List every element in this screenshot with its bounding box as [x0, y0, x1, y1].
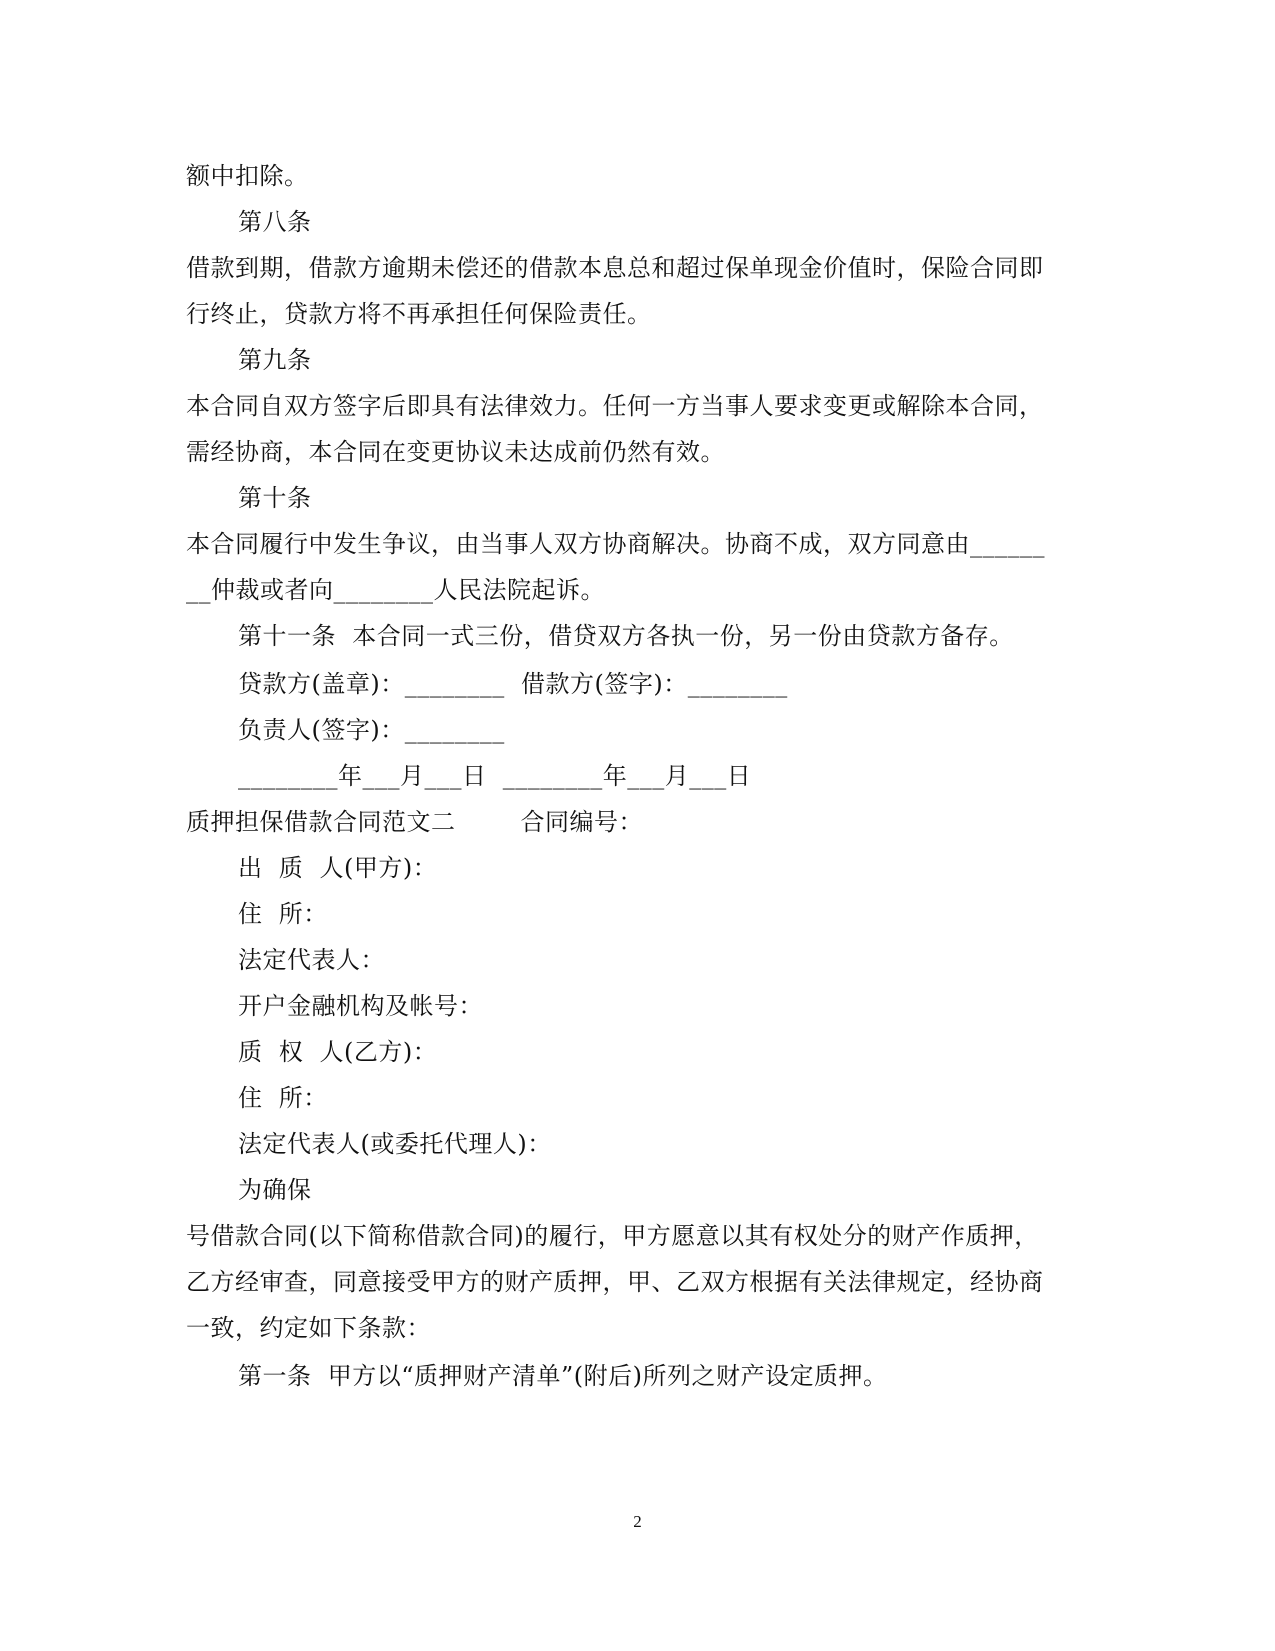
text-line: 本合同自双方签字后即具有法律效力。任何一方当事人要求变更或解除本合同，	[186, 392, 1044, 420]
text-line: 出 质 人(甲方)：	[238, 854, 438, 882]
signature-line: 负责人(签字)：________	[238, 716, 505, 744]
text-line: 额中扣除。	[186, 162, 309, 190]
section-title: 质押担保借款合同范文二 合同编号：	[186, 808, 644, 836]
page-number: 2	[633, 1512, 642, 1531]
text-line: 第十一条 本合同一式三份，借贷双方各执一份，另一份由贷款方备存。	[238, 622, 1014, 650]
text-line: 开户金融机构及帐号：	[238, 992, 483, 1020]
text-line: 为确保	[238, 1176, 312, 1204]
text-line: 号借款合同(以下简称借款合同)的履行，甲方愿意以其有权处分的财产作质押，	[186, 1222, 1039, 1250]
text-line: 乙方经审查，同意接受甲方的财产质押，甲、乙双方根据有关法律规定，经协商	[186, 1268, 1044, 1296]
article-heading: 第八条	[238, 208, 312, 236]
text-line: 行终止，贷款方将不再承担任何保险责任。	[186, 300, 652, 328]
date-line: ________年___月___日 ________年___月___日	[238, 762, 752, 790]
text-line: 需经协商，本合同在变更协议未达成前仍然有效。	[186, 438, 725, 466]
text-line: 住 所：	[238, 1084, 328, 1112]
text-line: 法定代表人(或委托代理人)：	[238, 1130, 552, 1158]
text-line: 第一条 甲方以“质押财产清单”(附后)所列之财产设定质押。	[238, 1362, 888, 1390]
article-heading: 第十条	[238, 484, 312, 512]
text-line: 质 权 人(乙方)：	[238, 1038, 438, 1066]
text-line: 法定代表人：	[238, 946, 385, 974]
text-line: 借款到期，借款方逾期未偿还的借款本息总和超过保单现金价值时，保险合同即	[186, 254, 1044, 282]
article-heading: 第九条	[238, 346, 312, 374]
text-line: 住 所：	[238, 900, 328, 928]
signature-line: 贷款方(盖章)：________ 借款方(签字)：________	[238, 670, 788, 698]
text-line: 一致，约定如下条款：	[186, 1314, 431, 1342]
text-line: __仲裁或者向________人民法院起诉。	[186, 576, 605, 604]
text-line: 本合同履行中发生争议，由当事人双方协商解决。协商不成，双方同意由______	[186, 530, 1045, 558]
